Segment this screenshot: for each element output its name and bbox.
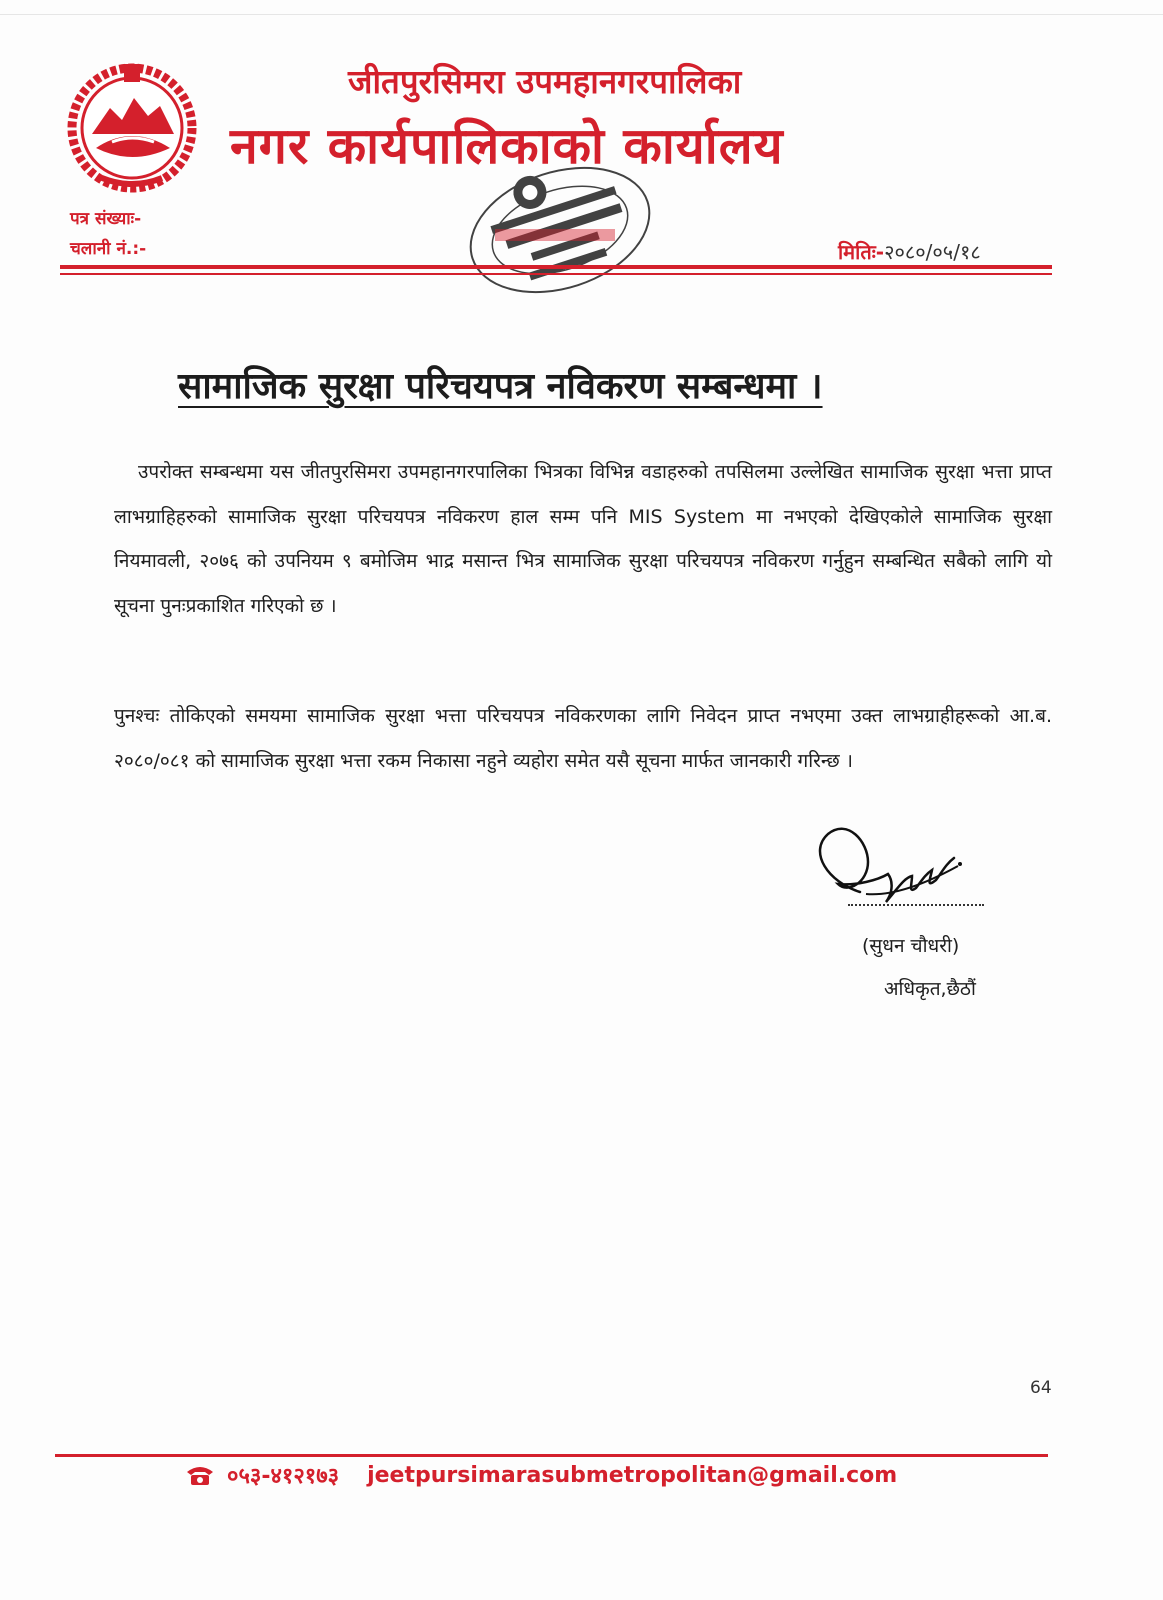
nepal-government-emblem-icon bbox=[62, 56, 202, 196]
office-name: नगर कार्यपालिकाको कार्यालय bbox=[230, 117, 784, 175]
date-label: मितिः- bbox=[838, 240, 885, 264]
scan-edge bbox=[0, 14, 1163, 15]
page-number: 64 bbox=[1030, 1378, 1052, 1398]
date-field bbox=[838, 238, 981, 265]
telephone-icon bbox=[185, 1464, 215, 1486]
date-value: २०८०/०५/१८ bbox=[884, 240, 981, 264]
subject-title: सामाजिक सुरक्षा परिचयपत्र नविकरण सम्बन्धमा । bbox=[178, 366, 823, 407]
footer-phone: ०५३-४१२१७३ bbox=[227, 1464, 340, 1489]
body-paragraph-1: उपरोक्त सम्बन्धमा यस जीतपुरसिमरा उपमहानगरपालिका भित्रका विभिन्न वडाहरुको तपसिलमा उल्लेखित सामाजिक सुरक्षा भत्ता प्राप्त लाभग्राहिहरुको सामाजिक सुरक्षा परिचयपत्र नविकरण हाल सम्म पनि MIS System मा नभएको देखिएकोले सामाजिक सुरक्षा नियमावली, २०७६ को उपनियम ९ बमोजिम भाद्र मसान्त भित्र सामाजिक सुरक्षा परिचयपत्र नविकरण गर्नुहुन सम्बन्धित सबैको लागि यो सूचना पुनःप्रकाशित गरिएको छ । bbox=[114, 461, 1052, 617]
header-rule-thin bbox=[60, 273, 1052, 275]
office-round-seal-icon bbox=[455, 155, 665, 305]
signatory-name: (सुधन चौधरी) bbox=[862, 935, 960, 957]
footer-rule bbox=[55, 1454, 1048, 1457]
footer-contact bbox=[185, 1460, 897, 1490]
body-paragraph-2: पुनश्चः तोकिएको समयमा सामाजिक सुरक्षा भत्ता परिचयपत्र नविकरणका लागि निवेदन प्राप्त नभएमा उक्त लाभग्राहीहरूको आ.ब. २०८०/०८१ को सामाजिक सुरक्षा भत्ता रकम निकासा नहुने व्यहोरा समेत यसै सूचना मार्फत जानकारी गरिन्छ । bbox=[114, 705, 1052, 772]
signature-line bbox=[848, 904, 984, 906]
handwritten-signature-icon bbox=[808, 822, 973, 914]
signatory-role: अधिकृत,छैठौं bbox=[884, 978, 976, 1000]
header-rule-thick bbox=[60, 265, 1052, 269]
dispatch-number-label: चलानी नं.:- bbox=[70, 239, 147, 259]
letter-number-label: पत्र संख्याः- bbox=[70, 209, 142, 229]
footer-email[interactable]: jeetpursimarasubmetropolitan@gmail.com bbox=[367, 1462, 898, 1488]
municipality-name: जीतपुरसिमरा उपमहानगरपालिका bbox=[348, 62, 742, 101]
